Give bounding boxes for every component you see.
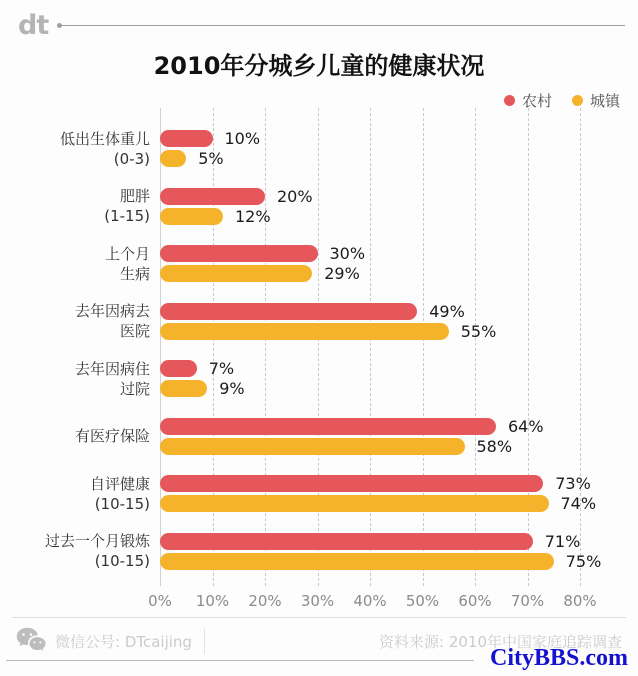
x-tick-label: 80% — [563, 592, 597, 610]
chart-title: 2010年分城乡儿童的健康状况 — [153, 52, 485, 80]
value-label: 30% — [329, 244, 366, 264]
category-label: 低出生体重儿 (0-3) — [59, 129, 150, 168]
chart-row — [0, 465, 638, 523]
x-tick-label: 60% — [458, 592, 492, 610]
value-label: 49% — [429, 301, 465, 321]
bar-城镇 — [160, 380, 207, 397]
bar-城镇 — [160, 553, 554, 570]
x-tick-label: 40% — [353, 592, 387, 610]
footer-left — [16, 626, 205, 656]
value-label: 12% — [235, 206, 271, 226]
value-label: 5% — [198, 149, 224, 169]
value-label: 55% — [460, 321, 497, 341]
bar-农村 — [160, 418, 496, 435]
category-label: 过去一个月锻炼 (10-15) — [44, 532, 150, 571]
value-label: 74% — [560, 494, 597, 514]
category-label: 去年因病住 过院 — [74, 359, 150, 398]
footer-divider — [12, 617, 626, 618]
category-label: 上个月 生病 — [104, 244, 150, 283]
bar-农村 — [160, 188, 265, 205]
bar-农村 — [160, 130, 213, 147]
footer-left-divider — [204, 628, 205, 654]
data-source-label: 资料来源: 2010年中国家庭追踪调查 — [379, 632, 622, 651]
category-label: 自评健康 (10-15) — [89, 474, 150, 513]
wechat-icon — [16, 626, 55, 656]
bar-chart — [0, 108, 638, 618]
chart-row — [0, 235, 638, 293]
legend-dot — [504, 95, 515, 106]
value-label: 64% — [508, 416, 544, 436]
x-tick-label: 20% — [248, 592, 282, 610]
value-label: 73% — [555, 474, 591, 494]
bar-农村 — [160, 533, 533, 550]
category-label: 去年因病去 医院 — [74, 302, 150, 341]
category-label: 有医疗保险 — [74, 427, 150, 446]
value-label: 10% — [224, 129, 261, 149]
bar-农村 — [160, 245, 318, 262]
x-tick-label: 10% — [195, 592, 230, 610]
value-label: 9% — [219, 379, 245, 399]
x-tick-label: 50% — [405, 592, 440, 610]
value-label: 20% — [277, 186, 313, 206]
bar-城镇 — [160, 495, 549, 512]
x-tick-label: 30% — [300, 592, 335, 610]
value-label: 71% — [544, 531, 581, 551]
legend-dot — [572, 95, 583, 106]
value-label: 7% — [208, 359, 235, 379]
x-tick-label: 0% — [148, 592, 172, 610]
watermark-text: CityBBS.com — [490, 645, 628, 671]
bar-城镇 — [160, 265, 312, 282]
chart-row — [0, 523, 638, 581]
chart-row — [0, 178, 638, 236]
category-label: 肥胖 (1-15) — [104, 187, 150, 226]
wechat-account-label: 微信公号: DTcaijing — [55, 632, 192, 651]
header-rule — [62, 25, 625, 26]
bar-城镇 — [160, 208, 223, 225]
bar-农村 — [160, 303, 417, 320]
legend-item-城镇: 城镇 — [572, 90, 620, 111]
chart-row — [0, 408, 638, 466]
chart-row — [0, 293, 638, 351]
header-bar — [18, 12, 625, 39]
chart-row — [0, 120, 638, 178]
watermark-line — [6, 660, 474, 661]
dt-logo: dt — [18, 10, 49, 41]
bar-城镇 — [160, 323, 449, 340]
bar-城镇 — [160, 438, 465, 455]
chart-row — [0, 350, 638, 408]
bar-城镇 — [160, 150, 186, 167]
chart-rows — [0, 120, 638, 580]
x-axis — [148, 592, 597, 614]
value-label: 29% — [324, 264, 360, 284]
bar-农村 — [160, 475, 543, 492]
bar-农村 — [160, 360, 197, 377]
x-tick-label: 70% — [510, 592, 545, 610]
value-label: 75% — [565, 551, 602, 571]
legend-item-农村: 农村 — [504, 90, 552, 111]
value-label: 58% — [476, 436, 513, 456]
